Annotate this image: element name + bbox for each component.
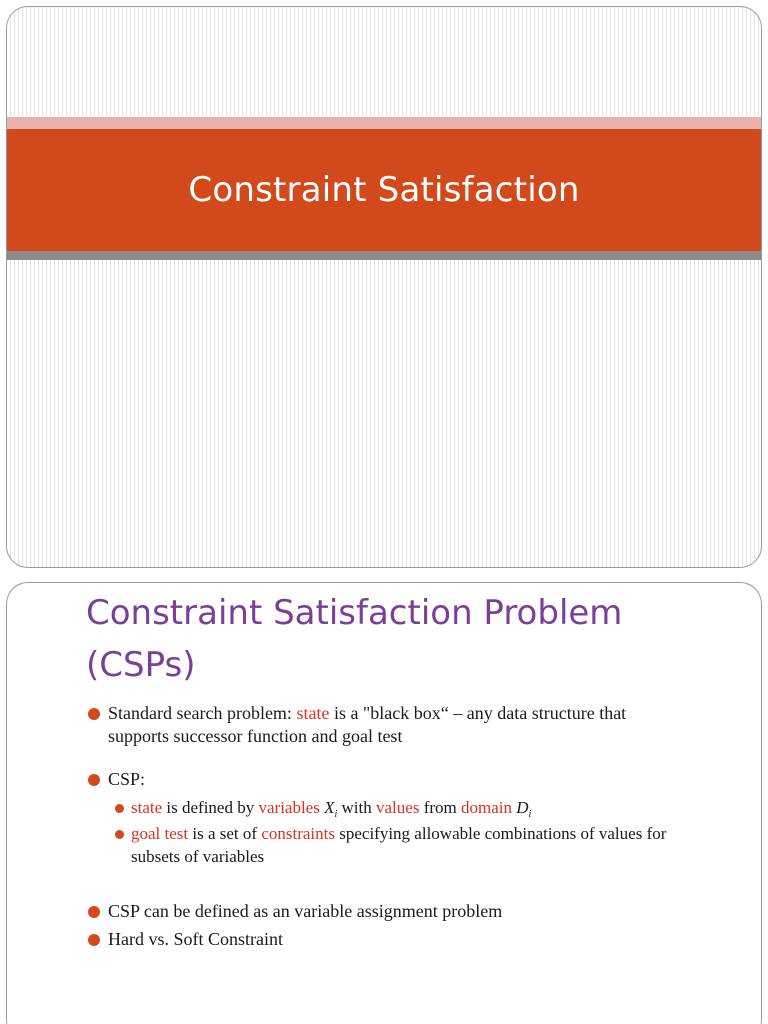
content-slide	[6, 582, 762, 1024]
variable-d-letter: D	[516, 798, 529, 817]
bullet-text: Hard vs. Soft Constraint	[108, 929, 283, 949]
bullet-standard-search	[108, 702, 688, 748]
bullet-csp	[108, 768, 688, 791]
title-band	[7, 129, 761, 251]
bullet-dot-icon	[88, 708, 100, 720]
bullet-text: specifying allowable combinations of values for subsets of variables	[131, 824, 667, 866]
bullet-text: CSP can be defined as an variable assignment problem	[108, 901, 503, 921]
highlight-state: state	[131, 798, 163, 817]
bullet-text: is a "black box“ – any data structure that supports successor function and goal test	[108, 703, 627, 746]
bullet-text: Standard search problem:	[108, 703, 297, 723]
slide-title: Constraint Satisfaction	[188, 170, 580, 210]
sub-bullet-goal-test	[131, 822, 711, 868]
highlight-variables: variables	[258, 798, 320, 817]
bullet-dot-icon	[88, 774, 100, 786]
variable-x-subscript: i	[334, 809, 338, 820]
variable-x	[324, 798, 338, 820]
bullet-text: with	[337, 798, 376, 817]
title-slide	[6, 6, 762, 568]
bullet-dot-icon	[115, 804, 124, 813]
bullet-dot-icon	[115, 830, 124, 839]
bullet-text: from	[419, 798, 461, 817]
bullet-dot-icon	[88, 934, 100, 946]
bullet-dot-icon	[88, 906, 100, 918]
bullet-text: is defined by	[162, 798, 259, 817]
bullet-text: is a set of	[188, 824, 262, 843]
bullet-text: CSP:	[108, 769, 146, 789]
variable-d-subscript: i	[528, 809, 532, 820]
highlight-goal-test: goal test	[131, 824, 189, 843]
bullet-hard-soft	[108, 928, 688, 951]
highlight-values: values	[376, 798, 420, 817]
gray-accent-band	[7, 251, 761, 260]
content-slide-title: Constraint Satisfaction Problem (CSPs)	[86, 593, 623, 685]
variable-x-letter: X	[324, 798, 335, 817]
variable-d	[516, 798, 532, 820]
highlight-domain: domain	[460, 798, 512, 817]
highlight-constraints: constraints	[261, 824, 335, 843]
pink-accent-band	[7, 117, 761, 129]
highlight-state: state	[296, 703, 330, 723]
bullet-variable-assignment	[108, 900, 688, 923]
